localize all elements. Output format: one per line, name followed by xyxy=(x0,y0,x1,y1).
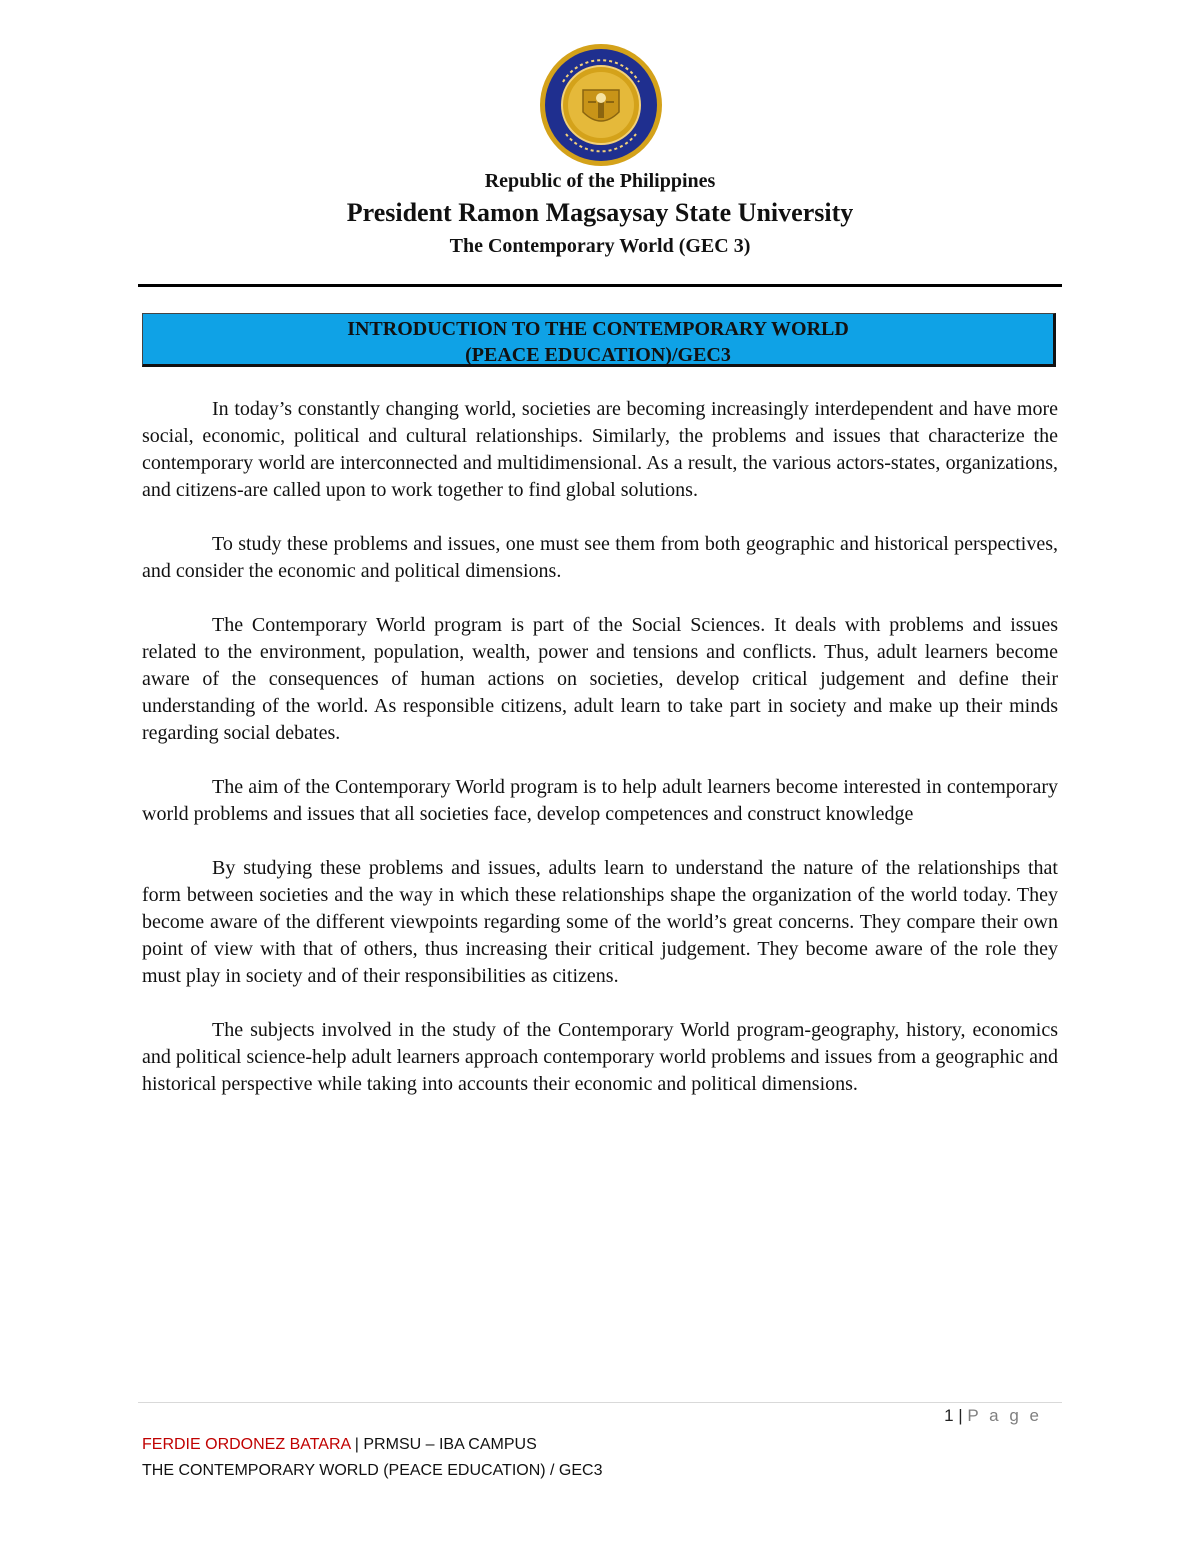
paragraph: By studying these problems and issues, adults learn to understand the nature of the relationships that form between societies and the way in which these relationships shape the organization of the world today. They become aware of the different viewpoints regarding some of the world’s great concerns. They compare their own point of view with that of others, thus increasing their critical judgement. They become aware of the role they must play in society and of their responsibilities as citizens. xyxy=(142,857,1058,987)
footer-divider xyxy=(138,1402,1062,1403)
paragraph: The aim of the Contemporary World program is to help adult learners become interested in contemporary world problems and issues that all societies face, develop competences and construct knowledge xyxy=(142,776,1058,825)
module-title-line2: (PEACE EDUCATION)/GEC3 xyxy=(465,344,731,366)
paragraph: To study these problems and issues, one must see them from both geographic and historical perspectives, and consider the economic and political dimensions. xyxy=(142,533,1058,582)
document-body xyxy=(142,396,1058,1125)
module-title-box xyxy=(142,313,1056,367)
footer-author: FERDIE ORDONEZ BATARA xyxy=(142,1436,351,1453)
paragraph: In today’s constantly changing world, societies are becoming increasingly interdependent and have more social, economic, political and cultural relationships. Similarly, the problems and issues that characterize the contemporary world are interconnected and multidimensional. As a result, the various actors-states, organizations, and citizens-are called upon to work together to find global solutions. xyxy=(142,398,1058,501)
page-number-separator: | xyxy=(958,1406,963,1425)
paragraph: The Contemporary World program is part of the Social Sciences. It deals with problems and issues related to the environment, population, wealth, power and tensions and conflicts. Thus, adult learners become aware of the consequences of human actions on societies, develop critical judgement and define their understanding of the world. As responsible citizens, adult learn to take part in society and make up their minds regarding social debates. xyxy=(142,614,1058,744)
module-title-line1: INTRODUCTION TO THE CONTEMPORARY WORLD xyxy=(347,318,849,340)
page-number-value: 1 xyxy=(944,1406,954,1425)
header-divider xyxy=(138,284,1062,287)
university-seal-logo xyxy=(538,42,664,168)
course-title: The Contemporary World (GEC 3) xyxy=(449,235,751,257)
footer-author-line xyxy=(142,1436,537,1454)
page-number xyxy=(944,1406,1042,1426)
country-heading: Republic of the Philippines xyxy=(484,170,716,192)
footer-campus: | PRMSU – IBA CAMPUS xyxy=(354,1436,537,1453)
university-name: President Ramon Magsaysay State University xyxy=(346,198,854,227)
page-label: P a g e xyxy=(967,1406,1042,1425)
paragraph: The subjects involved in the study of the Contemporary World program-geography, history, economics and political science-help adult learners approach contemporary world problems and issues from a geographic and historical perspective while taking into accounts their economic and political dimensions. xyxy=(142,1019,1058,1095)
footer-subtitle: THE CONTEMPORARY WORLD (PEACE EDUCATION) / GEC3 xyxy=(142,1462,603,1479)
